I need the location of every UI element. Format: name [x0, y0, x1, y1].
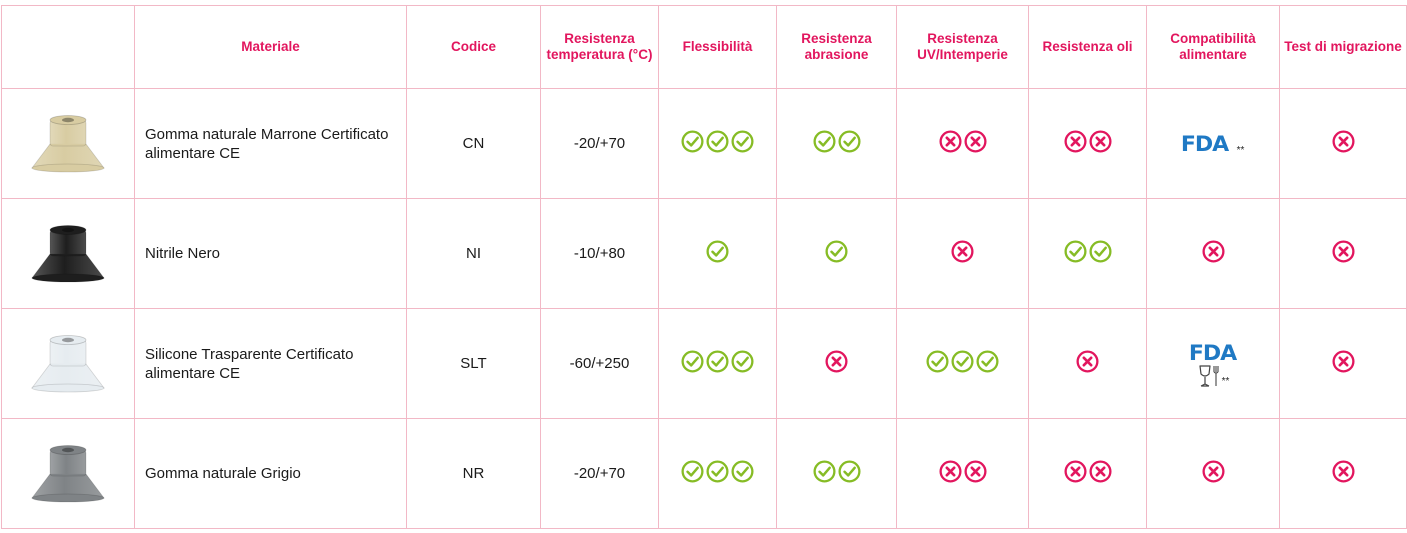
- check-icon: [681, 350, 704, 373]
- header-migration: Test di migrazione: [1280, 6, 1407, 89]
- check-icon: [706, 130, 729, 153]
- flexibility-rating: [681, 460, 754, 483]
- flexibility-rating: [681, 130, 754, 153]
- food-cell: [1147, 199, 1280, 309]
- migration-cell: [1280, 419, 1407, 529]
- cross-icon: [1332, 350, 1355, 373]
- material-cell: Gomma naturale Marrone Certificato alimentare CE: [135, 89, 407, 199]
- material-cell: Gomma naturale Grigio: [135, 419, 407, 529]
- cross-icon: [1064, 460, 1087, 483]
- uv-rating: [939, 130, 987, 153]
- flexibility-rating: [681, 350, 754, 373]
- migration-cell: [1280, 89, 1407, 199]
- cup-black-image: [26, 216, 110, 292]
- temperature-cell: -20/+70: [541, 89, 659, 199]
- cross-icon: [939, 130, 962, 153]
- migration-rating: [1332, 130, 1355, 153]
- cross-icon: [1089, 130, 1112, 153]
- check-icon: [838, 130, 861, 153]
- table-row: [2, 89, 1407, 199]
- abrasion-cell: [777, 419, 897, 529]
- food-cell: [1147, 89, 1280, 199]
- header-row: [2, 6, 1407, 89]
- header-temperature: Resistenza temperatura (°C): [541, 6, 659, 89]
- header-abrasion: Resistenza abrasione: [777, 6, 897, 89]
- abrasion-rating: [813, 130, 861, 153]
- code-cell: NI: [407, 199, 541, 309]
- check-icon: [706, 240, 729, 263]
- fda-badge: [1182, 132, 1245, 156]
- check-icon: [825, 240, 848, 263]
- code-cell: SLT: [407, 309, 541, 419]
- abrasion-cell: [777, 89, 897, 199]
- fda-food-badge: [1190, 341, 1235, 387]
- oils-cell: [1029, 89, 1147, 199]
- cross-icon: [964, 130, 987, 153]
- material-cell: Silicone Trasparente Certificato alimentare CE: [135, 309, 407, 419]
- table-row: [2, 419, 1407, 529]
- food-rating: [1202, 240, 1225, 263]
- oils-rating: [1064, 130, 1112, 153]
- uv-cell: [897, 199, 1029, 309]
- flexibility-rating: [706, 240, 729, 263]
- check-icon: [838, 460, 861, 483]
- food-contact-row: [1197, 365, 1230, 387]
- header-code: Codice: [407, 6, 541, 89]
- check-icon: [706, 460, 729, 483]
- cross-icon: [1076, 350, 1099, 373]
- header-material: Materiale: [135, 6, 407, 89]
- header-uv: Resistenza UV/Intemperie: [897, 6, 1029, 89]
- cross-icon: [964, 460, 987, 483]
- flexibility-cell: [659, 309, 777, 419]
- migration-rating: [1332, 460, 1355, 483]
- check-icon: [813, 130, 836, 153]
- uv-rating: [951, 240, 974, 263]
- check-icon: [681, 130, 704, 153]
- uv-cell: [897, 89, 1029, 199]
- material-cell: Nitrile Nero: [135, 199, 407, 309]
- header-flexibility: Flessibilità: [659, 6, 777, 89]
- cup-image-cell: [2, 419, 135, 529]
- temperature-cell: -20/+70: [541, 419, 659, 529]
- cup-image-cell: [2, 199, 135, 309]
- footnote-mark: **: [1236, 144, 1245, 156]
- migration-cell: [1280, 309, 1407, 419]
- food-cell: [1147, 419, 1280, 529]
- abrasion-rating: [825, 240, 848, 263]
- materials-table: [1, 5, 1407, 529]
- flexibility-cell: [659, 419, 777, 529]
- cross-icon: [951, 240, 974, 263]
- migration-rating: [1332, 350, 1355, 373]
- glass-fork-icon: [1197, 365, 1221, 387]
- check-icon: [731, 460, 754, 483]
- cross-icon: [1332, 460, 1355, 483]
- check-icon: [926, 350, 949, 373]
- uv-rating: [939, 460, 987, 483]
- cup-image-cell: [2, 89, 135, 199]
- oils-rating: [1076, 350, 1099, 373]
- check-icon: [813, 460, 836, 483]
- code-cell: NR: [407, 419, 541, 529]
- cross-icon: [1332, 240, 1355, 263]
- abrasion-cell: [777, 199, 897, 309]
- table-body: [2, 89, 1407, 529]
- oils-cell: [1029, 199, 1147, 309]
- temperature-cell: -10/+80: [541, 199, 659, 309]
- check-icon: [951, 350, 974, 373]
- check-icon: [1064, 240, 1087, 263]
- check-icon: [681, 460, 704, 483]
- flexibility-cell: [659, 199, 777, 309]
- cross-icon: [1202, 240, 1225, 263]
- migration-cell: [1280, 199, 1407, 309]
- oils-cell: [1029, 419, 1147, 529]
- food-cell: [1147, 309, 1280, 419]
- uv-cell: [897, 419, 1029, 529]
- footnote-mark: **: [1221, 375, 1230, 387]
- cross-icon: [939, 460, 962, 483]
- cup-grey-image: [26, 436, 110, 512]
- check-icon: [731, 130, 754, 153]
- abrasion-rating: [813, 460, 861, 483]
- check-icon: [976, 350, 999, 373]
- abrasion-rating: [825, 350, 848, 373]
- check-icon: [731, 350, 754, 373]
- abrasion-cell: [777, 309, 897, 419]
- cross-icon: [825, 350, 848, 373]
- temperature-cell: -60/+250: [541, 309, 659, 419]
- table-row: [2, 309, 1407, 419]
- table-row: [2, 199, 1407, 309]
- cup-transparent-image: [26, 326, 110, 402]
- code-cell: CN: [407, 89, 541, 199]
- migration-rating: [1332, 240, 1355, 263]
- header-oils: Resistenza oli: [1029, 6, 1147, 89]
- cross-icon: [1332, 130, 1355, 153]
- flexibility-cell: [659, 89, 777, 199]
- oils-rating: [1064, 240, 1112, 263]
- check-icon: [1089, 240, 1112, 263]
- fda-logo: FDA: [1180, 131, 1228, 156]
- uv-cell: [897, 309, 1029, 419]
- header-image: [2, 6, 135, 89]
- oils-rating: [1064, 460, 1112, 483]
- oils-cell: [1029, 309, 1147, 419]
- cross-icon: [1064, 130, 1087, 153]
- cup-beige-image: [26, 106, 110, 182]
- cup-image-cell: [2, 309, 135, 419]
- food-rating: [1202, 460, 1225, 483]
- fda-logo: FDA: [1189, 340, 1237, 365]
- cross-icon: [1202, 460, 1225, 483]
- header-food: Compatibilità alimentare: [1147, 6, 1280, 89]
- check-icon: [706, 350, 729, 373]
- cross-icon: [1089, 460, 1112, 483]
- uv-rating: [926, 350, 999, 373]
